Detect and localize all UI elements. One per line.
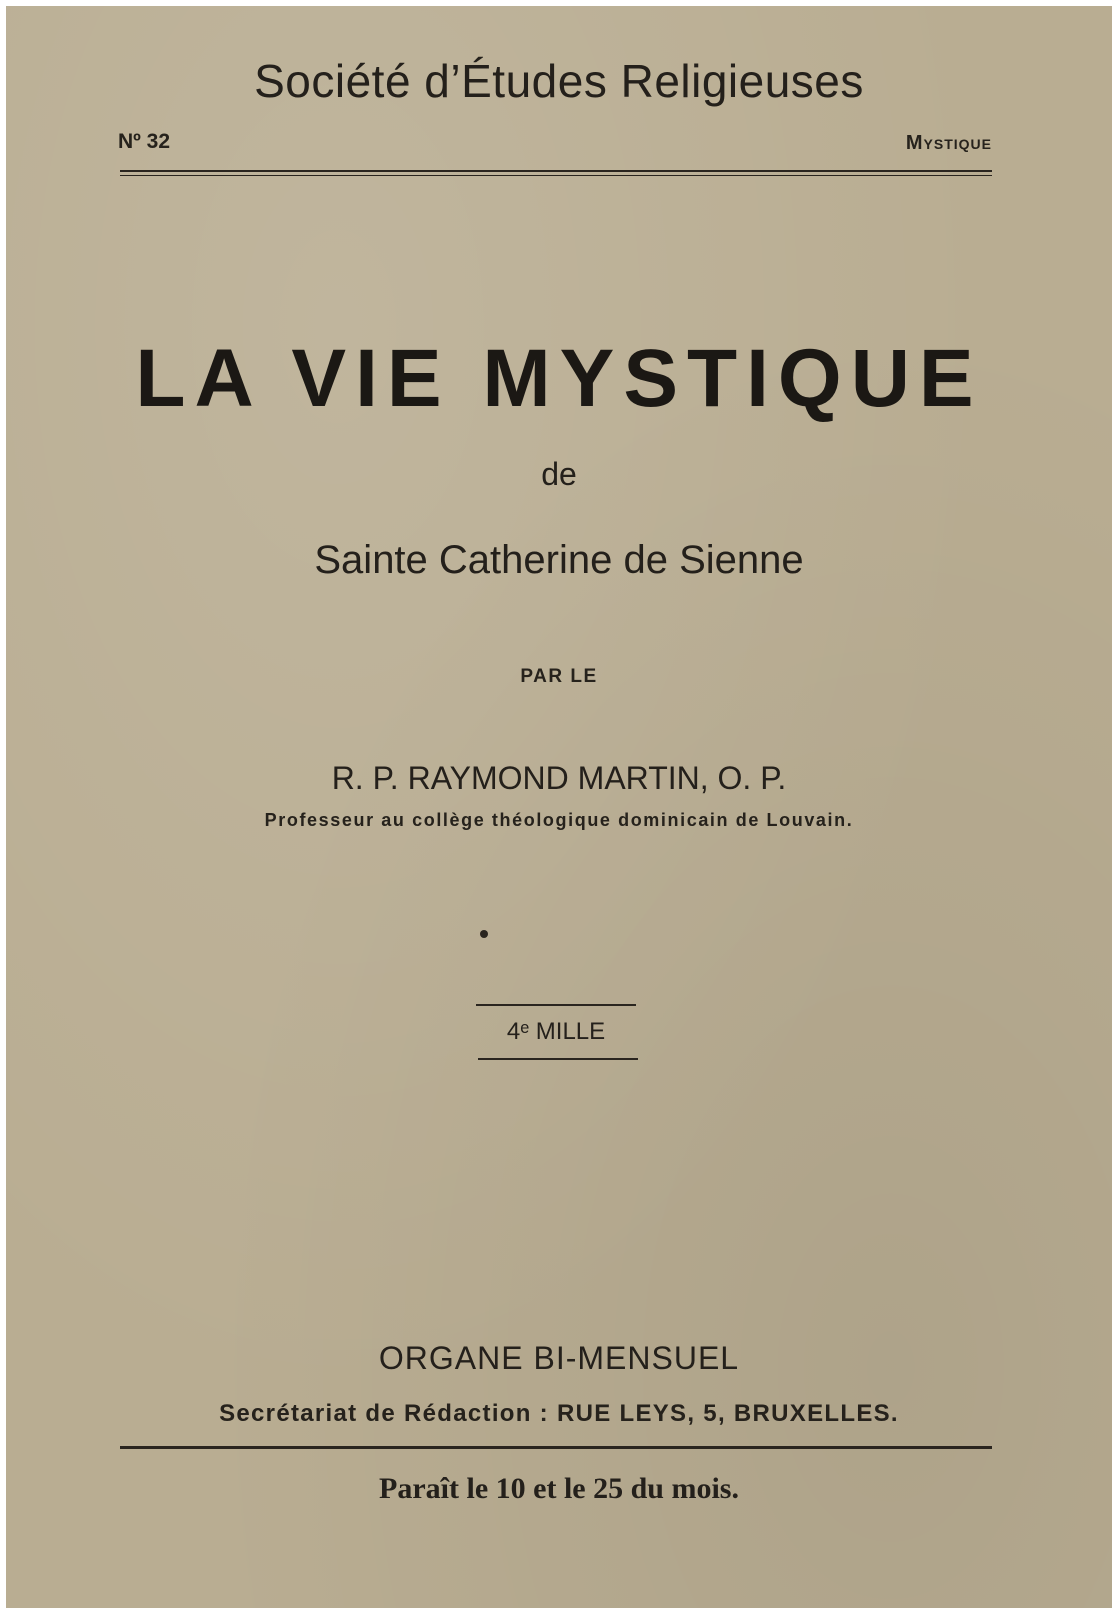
author-affiliation: Professeur au collège théologique dominicain de Louvain. bbox=[264, 810, 854, 830]
organe-label: ORGANE BI-MENSUEL bbox=[378, 1340, 740, 1376]
society-name: Société d’Études Religieuses bbox=[254, 55, 864, 107]
title-connector: de bbox=[541, 456, 577, 492]
ornament-dot bbox=[480, 930, 488, 938]
edition-rule-bottom bbox=[478, 1058, 638, 1060]
main-title: LA VIE MYSTIQUE bbox=[135, 333, 983, 424]
issue-number: Nº 32 bbox=[118, 130, 171, 153]
header-divider bbox=[120, 170, 992, 176]
edition-label: 4ᵉ MILLE bbox=[506, 1018, 606, 1045]
footer-divider bbox=[120, 1446, 992, 1449]
author-name: R. P. RAYMOND MARTIN, O. P. bbox=[331, 760, 787, 796]
secretariat-address: Secrétariat de Rédaction : RUE LEYS, 5, BRUXELLES. bbox=[219, 1400, 899, 1427]
cover-page bbox=[6, 6, 1112, 1608]
series-category: Mystique bbox=[905, 132, 992, 154]
title-subject: Sainte Catherine de Sienne bbox=[314, 538, 804, 582]
author-intro: PAR LE bbox=[520, 666, 598, 687]
publication-frequency: Paraît le 10 et le 25 du mois. bbox=[379, 1472, 739, 1505]
edition-rule-top bbox=[476, 1004, 636, 1006]
